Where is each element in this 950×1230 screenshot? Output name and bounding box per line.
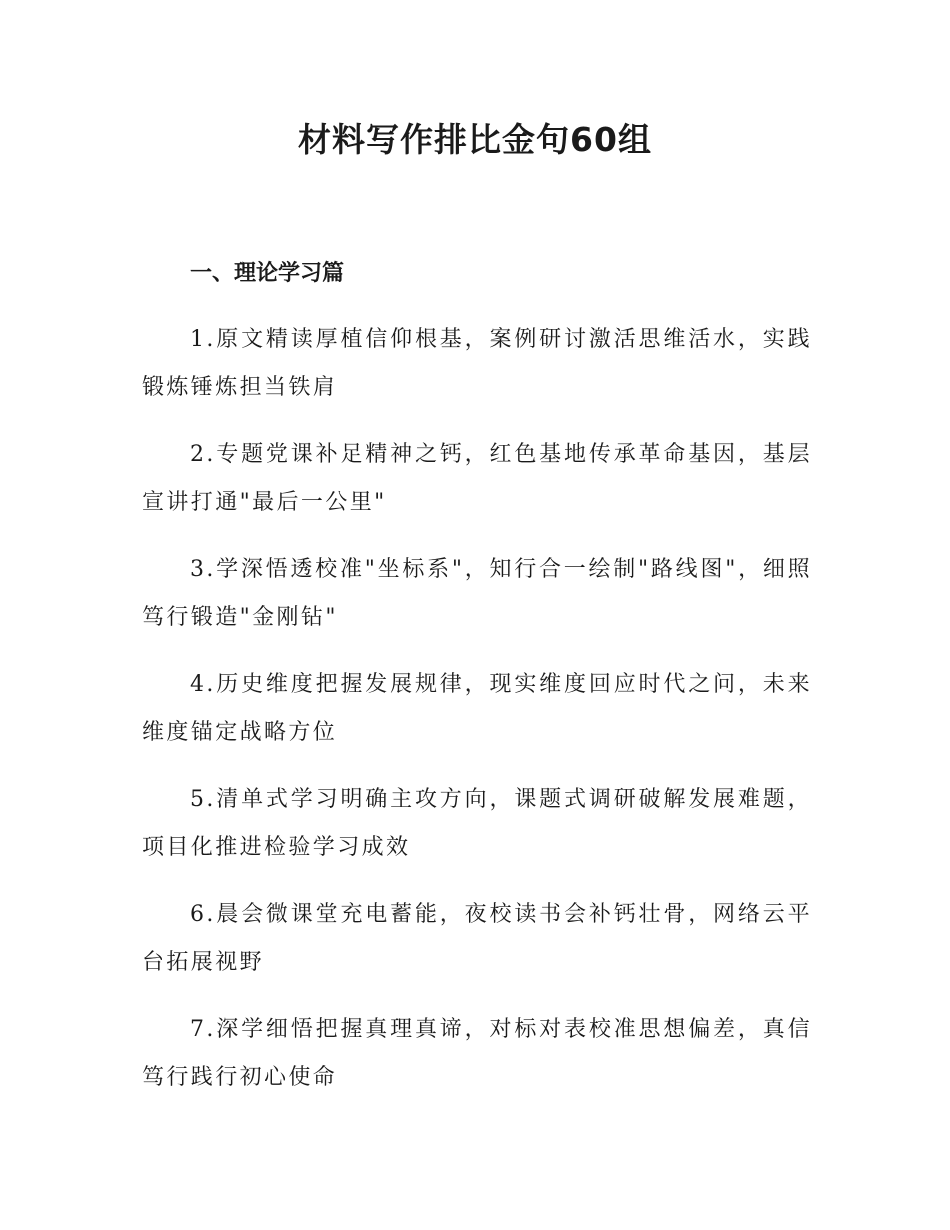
section-heading: 一、理论学习篇 (190, 261, 345, 286)
document-title: 材料写作排比金句60组 (298, 120, 652, 159)
list-item: 4.历史维度把握发展规律，现实维度回应时代之问，未来维度锚定战略方位 (142, 672, 812, 745)
item-list (142, 316, 812, 1121)
list-item: 5.清单式学习明确主攻方向，课题式调研破解发展难题，项目化推进检验学习成效 (142, 787, 812, 860)
list-item: 6.晨会微课堂充电蓄能，夜校读书会补钙壮骨，网络云平台拓展视野 (142, 902, 812, 975)
list-item: 2.专题党课补足精神之钙，红色基地传承革命基因，基层宣讲打通"最后一公里" (142, 442, 812, 515)
list-item: 1.原文精读厚植信仰根基，案例研讨激活思维活水，实践锻炼锤炼担当铁肩 (142, 327, 812, 400)
list-item: 3.学深悟透校准"坐标系"，知行合一绘制"路线图"，细照笃行锻造"金刚钻" (142, 557, 812, 630)
list-item: 7.深学细悟把握真理真谛，对标对表校准思想偏差，真信笃行践行初心使命 (142, 1017, 812, 1090)
